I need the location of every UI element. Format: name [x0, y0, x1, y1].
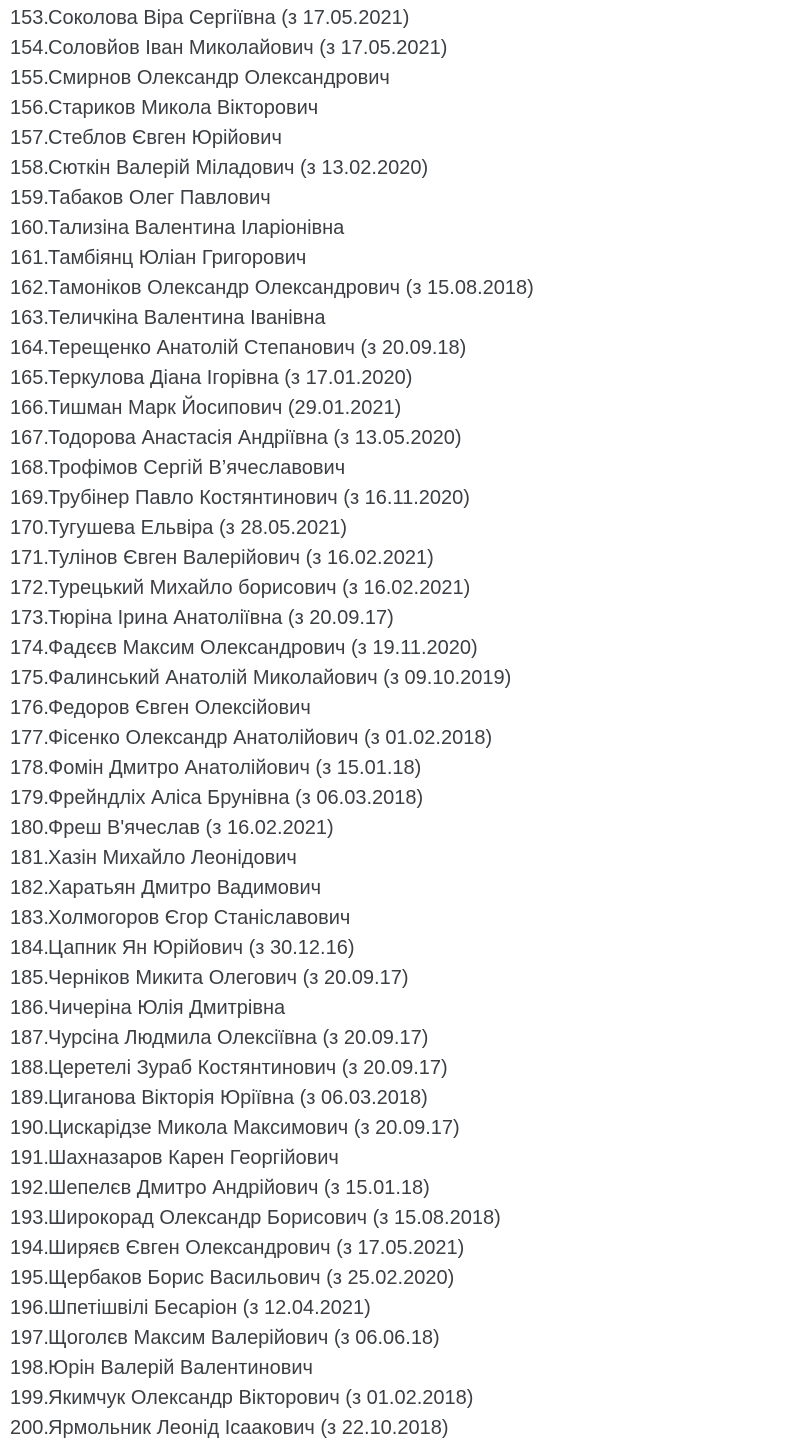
list-item-number: 198. [10, 1357, 49, 1379]
list-item-number: 155. [10, 67, 49, 89]
list-item-text: Тамбіянц Юліан Григорович [48, 247, 307, 269]
list-item [10, 1083, 806, 1113]
list-item [10, 1413, 806, 1443]
list-item-number: 192. [10, 1177, 49, 1199]
list-item-text: Хазін Михайло Леонідович [48, 847, 297, 869]
list-item-number: 193. [10, 1207, 49, 1229]
list-item-number: 171. [10, 547, 49, 569]
list-item [10, 1053, 806, 1083]
list-item [10, 1023, 806, 1053]
list-item-number: 168. [10, 457, 49, 479]
list-item-text: Тодорова Анастасія Андріївна (з 13.05.2020) [48, 427, 462, 449]
list-item [10, 123, 806, 153]
list-item-number: 186. [10, 997, 49, 1019]
list-item [10, 1173, 806, 1203]
list-item-text: Сюткін Валерій Міладович (з 13.02.2020) [48, 157, 429, 179]
list-item-number: 196. [10, 1297, 49, 1319]
list-item [10, 813, 806, 843]
list-item [10, 33, 806, 63]
list-item-text: Якимчук Олександр Вікторович (з 01.02.2018) [48, 1387, 474, 1409]
list-item [10, 483, 806, 513]
list-item [10, 273, 806, 303]
list-item-number: 164. [10, 337, 49, 359]
list-item [10, 1233, 806, 1263]
list-item-text: Холмогоров Єгор Станіславович [48, 907, 351, 929]
list-item-number: 197. [10, 1327, 49, 1349]
list-item [10, 963, 806, 993]
list-item [10, 903, 806, 933]
list-item-number: 156. [10, 97, 49, 119]
list-item [10, 213, 806, 243]
list-item [10, 183, 806, 213]
list-item-number: 177. [10, 727, 49, 749]
list-item-text: Шепелєв Дмитро Андрійович (з 15.01.18) [48, 1177, 430, 1199]
list-item-text: Смирнов Олександр Олександрович [48, 67, 390, 89]
list-item-text: Тамоніков Олександр Олександрович (з 15.08.2018) [48, 277, 534, 299]
list-item [10, 453, 806, 483]
list-item [10, 1383, 806, 1413]
list-item [10, 993, 806, 1023]
list-item-number: 160. [10, 217, 49, 239]
list-item-text: Тугушева Ельвіра (з 28.05.2021) [48, 517, 348, 539]
list-item-number: 185. [10, 967, 49, 989]
list-item-text: Черніков Микита Олегович (з 20.09.17) [48, 967, 409, 989]
list-item-number: 187. [10, 1027, 49, 1049]
list-item-number: 165. [10, 367, 49, 389]
list-item-number: 183. [10, 907, 49, 929]
list-item-text: Ширяєв Євген Олександрович (з 17.05.2021) [48, 1237, 465, 1259]
list-item-number: 163. [10, 307, 49, 329]
list-item [10, 393, 806, 423]
list-item [10, 423, 806, 453]
list-item [10, 363, 806, 393]
list-item [10, 1293, 806, 1323]
list-item-text: Широкорад Олександр Борисович (з 15.08.2018) [48, 1207, 501, 1229]
list-item [10, 1203, 806, 1233]
list-item [10, 573, 806, 603]
list-item-text: Шпетішвілі Бесаріон (з 12.04.2021) [48, 1297, 371, 1319]
list-item [10, 333, 806, 363]
list-item-text: Тюріна Ірина Анатоліївна (з 20.09.17) [48, 607, 394, 629]
list-item-number: 184. [10, 937, 49, 959]
list-item-number: 172. [10, 577, 49, 599]
list-item-text: Щоголєв Максим Валерійович (з 06.06.18) [48, 1327, 440, 1349]
list-item-text: Фреш В'ячеслав (з 16.02.2021) [48, 817, 334, 839]
list-item [10, 723, 806, 753]
list-item-text: Фрейндліх Аліса Брунівна (з 06.03.2018) [48, 787, 424, 809]
list-item [10, 93, 806, 123]
list-item-number: 170. [10, 517, 49, 539]
list-item-number: 181. [10, 847, 49, 869]
list-item-number: 180. [10, 817, 49, 839]
list-item [10, 843, 806, 873]
list-item [10, 153, 806, 183]
list-item-text: Чичеріна Юлія Дмитрівна [48, 997, 286, 1019]
list-item [10, 1113, 806, 1143]
list-item-number: 169. [10, 487, 49, 509]
list-item-number: 191. [10, 1147, 49, 1169]
list-item-number: 158. [10, 157, 49, 179]
list-item-number: 173. [10, 607, 49, 629]
list-item-text: Трофімов Сергій В’ячеславович [48, 457, 346, 479]
list-item [10, 543, 806, 573]
list-item-number: 166. [10, 397, 49, 419]
list-item-number: 161. [10, 247, 49, 269]
list-item-text: Стариков Микола Вікторович [48, 97, 319, 119]
list-item [10, 663, 806, 693]
list-item-text: Табаков Олег Павлович [48, 187, 271, 209]
list-item-text: Фадєєв Максим Олександрович (з 19.11.2020) [48, 637, 478, 659]
list-item [10, 1323, 806, 1353]
list-item-number: 188. [10, 1057, 49, 1079]
list-item-number: 162. [10, 277, 49, 299]
list-item-text: Теличкіна Валентина Іванівна [48, 307, 326, 329]
list-item-text: Харатьян Дмитро Вадимович [48, 877, 322, 899]
list-item-text: Стеблов Євген Юрійович [48, 127, 282, 149]
list-item [10, 243, 806, 273]
list-item [10, 873, 806, 903]
list-item [10, 603, 806, 633]
list-item-text: Фомін Дмитро Анатолійович (з 15.01.18) [48, 757, 422, 779]
list-item-text: Терещенко Анатолій Степанович (з 20.09.18) [48, 337, 467, 359]
list-item-number: 195. [10, 1267, 49, 1289]
list-item-number: 154. [10, 37, 49, 59]
list-item-text: Тулінов Євген Валерійович (з 16.02.2021) [48, 547, 434, 569]
list-item [10, 63, 806, 93]
list-item-number: 178. [10, 757, 49, 779]
list-item-number: 175. [10, 667, 49, 689]
list-item [10, 753, 806, 783]
list-item [10, 693, 806, 723]
list-item [10, 3, 806, 33]
list-item-text: Фалинський Анатолій Миколайович (з 09.10.2019) [48, 667, 512, 689]
list-item-number: 167. [10, 427, 49, 449]
list-item-text: Турецький Михайло борисович (з 16.02.2021) [48, 577, 471, 599]
list-item-number: 159. [10, 187, 49, 209]
list-item-text: Чурсіна Людмила Олексіївна (з 20.09.17) [48, 1027, 429, 1049]
list-item-number: 190. [10, 1117, 49, 1139]
list-item-text: Федоров Євген Олексійович [48, 697, 311, 719]
list-item-number: 176. [10, 697, 49, 719]
list-item-number: 199. [10, 1387, 49, 1409]
list-item [10, 513, 806, 543]
list-item-number: 194. [10, 1237, 49, 1259]
list-item [10, 633, 806, 663]
list-item-text: Тализіна Валентина Іларіонівна [48, 217, 345, 239]
list-item-text: Теркулова Діана Ігорівна (з 17.01.2020) [48, 367, 413, 389]
list-item-text: Фісенко Олександр Анатолійович (з 01.02.2018) [48, 727, 493, 749]
list-item [10, 783, 806, 813]
list-item-text: Цапник Ян Юрійович (з 30.12.16) [48, 937, 355, 959]
list-item-number: 153. [10, 7, 49, 29]
list-item [10, 1143, 806, 1173]
list-item-text: Соловйов Іван Миколайович (з 17.05.2021) [48, 37, 448, 59]
list-item-text: Трубінер Павло Костянтинович (з 16.11.2020) [48, 487, 470, 509]
list-item-text: Циганова Вікторія Юріївна (з 06.03.2018) [48, 1087, 428, 1109]
list-item-number: 179. [10, 787, 49, 809]
name-list [10, 3, 806, 1443]
list-item-text: Шахназаров Карен Георгійович [48, 1147, 339, 1169]
list-item-number: 189. [10, 1087, 49, 1109]
list-item-text: Ярмольник Леонід Ісаакович (з 22.10.2018) [48, 1417, 449, 1439]
list-item-text: Цискарідзе Микола Максимович (з 20.09.17) [48, 1117, 460, 1139]
list-item [10, 1263, 806, 1293]
list-item-text: Щербаков Борис Васильович (з 25.02.2020) [48, 1267, 455, 1289]
list-item [10, 303, 806, 333]
list-item-text: Соколова Віра Сергіївна (з 17.05.2021) [48, 7, 410, 29]
list-item [10, 1353, 806, 1383]
list-item [10, 933, 806, 963]
list-item-text: Тишман Марк Йосипович (29.01.2021) [48, 397, 402, 419]
list-item-number: 157. [10, 127, 49, 149]
list-item-text: Церетелі Зураб Костянтинович (з 20.09.17) [48, 1057, 448, 1079]
list-item-number: 200. [10, 1417, 49, 1439]
list-item-number: 174. [10, 637, 49, 659]
list-item-number: 182. [10, 877, 49, 899]
list-item-text: Юрін Валерій Валентинович [48, 1357, 313, 1379]
